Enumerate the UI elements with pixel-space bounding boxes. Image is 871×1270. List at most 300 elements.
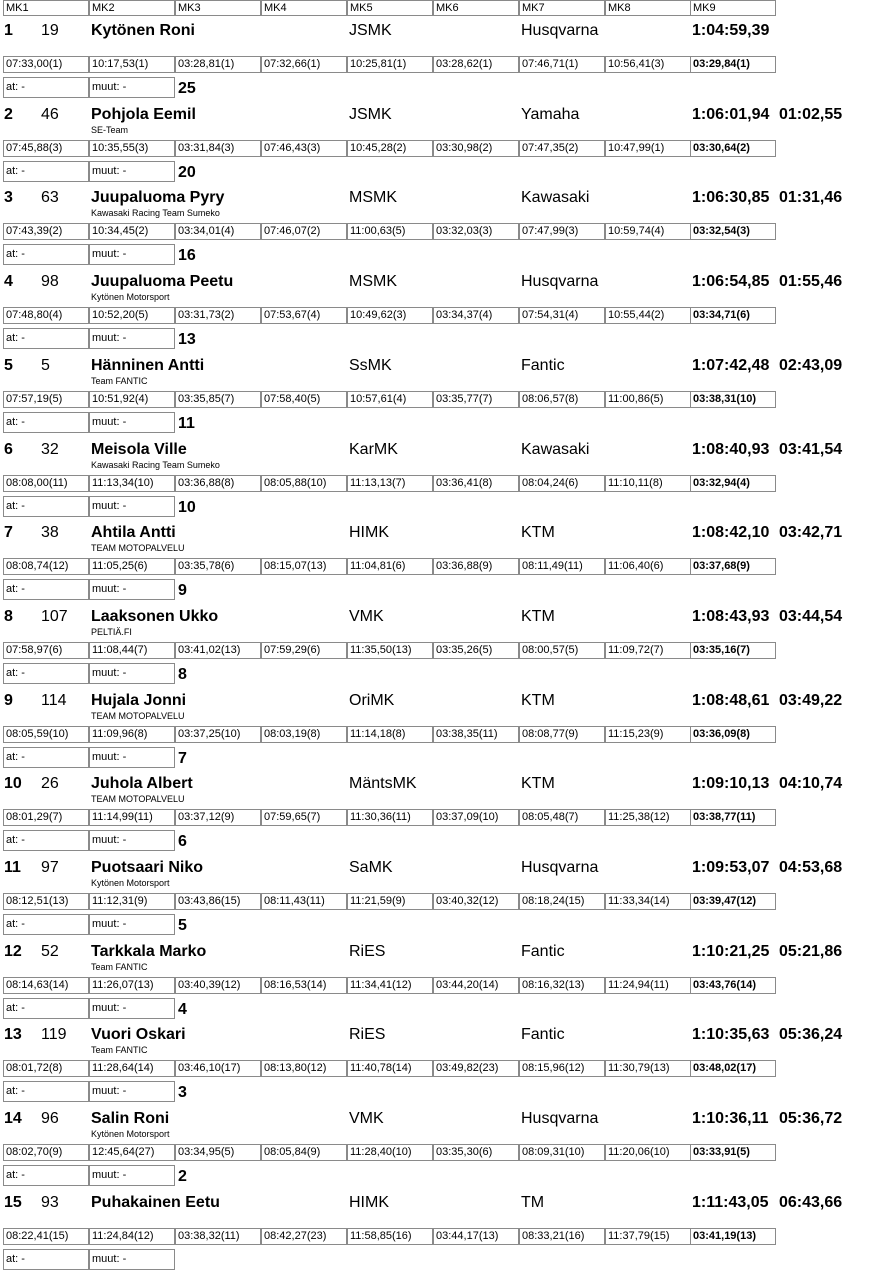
rider-points: 10	[178, 498, 196, 516]
split-time-mk8: 11:20,06(10)	[605, 1144, 691, 1161]
split-time-mk2: 11:14,99(11)	[89, 809, 175, 826]
rider-team: Team FANTIC	[91, 961, 148, 972]
column-header-mk9: MK9	[690, 0, 776, 16]
rider-points: 2	[178, 1168, 187, 1186]
split-time-mk4: 08:11,43(11)	[261, 893, 347, 910]
split-time-mk5: 11:30,36(11)	[347, 809, 433, 826]
split-time-mk4: 07:32,66(1)	[261, 56, 347, 73]
rider-number: 32	[41, 440, 59, 458]
split-time-mk3: 03:35,85(7)	[175, 391, 261, 408]
rider-gap: 03:42,71	[779, 524, 843, 542]
rider-club: HIMK	[349, 1193, 389, 1211]
rider-club: OriMK	[349, 691, 395, 709]
split-time-mk4: 07:59,29(6)	[261, 642, 347, 659]
split-time-mk5: 11:04,81(6)	[347, 558, 433, 575]
rider-bike: Fantic	[521, 1026, 565, 1044]
split-time-mk7: 08:18,24(15)	[519, 893, 605, 910]
split-time-mk7: 07:47,35(2)	[519, 140, 605, 157]
rider-position: 12	[4, 942, 22, 960]
split-time-mk7: 07:54,31(4)	[519, 307, 605, 324]
split-time-mk8: 11:24,94(11)	[605, 977, 691, 994]
split-time-mk1: 08:14,63(14)	[3, 977, 89, 994]
rider-number: 98	[41, 273, 59, 291]
split-time-mk8: 11:33,34(14)	[605, 893, 691, 910]
split-time-mk9: 03:41,19(13)	[690, 1228, 776, 1245]
split-time-mk4: 08:16,53(14)	[261, 977, 347, 994]
split-time-mk6: 03:35,30(6)	[433, 1144, 519, 1161]
rider-points: 16	[178, 247, 196, 265]
rider-gap: 01:02,55	[779, 105, 843, 123]
split-time-mk1: 07:48,80(4)	[3, 307, 89, 324]
split-time-mk1: 08:01,72(8)	[3, 1060, 89, 1077]
rider-total-time: 1:11:43,05	[692, 1193, 769, 1211]
rider-name: Hujala Jonni	[91, 691, 187, 709]
split-time-mk4: 07:58,40(5)	[261, 391, 347, 408]
rider-bike: Kawasaki	[521, 189, 590, 207]
rider-number: 93	[41, 1193, 59, 1211]
rider-total-time: 1:08:48,61	[692, 691, 770, 709]
split-time-mk8: 11:15,23(9)	[605, 726, 691, 743]
split-time-mk8: 11:06,40(6)	[605, 558, 691, 575]
muut-value: muut: -	[89, 998, 175, 1019]
rider-bike: KTM	[521, 524, 555, 542]
rider-club: VMK	[349, 607, 384, 625]
split-time-mk3: 03:36,88(8)	[175, 475, 261, 492]
split-time-mk6: 03:36,88(9)	[433, 558, 519, 575]
muut-value: muut: -	[89, 747, 175, 768]
rider-total-time: 1:09:10,13	[692, 775, 770, 793]
rider-position: 6	[4, 440, 13, 458]
at-value: at: -	[3, 1081, 89, 1102]
rider-gap: 03:44,54	[779, 607, 843, 625]
split-time-mk6: 03:38,35(11)	[433, 726, 519, 743]
rider-number: 5	[41, 356, 50, 374]
rider-club: MSMK	[349, 189, 397, 207]
rider-team: Kawasaki Racing Team Sumeko	[91, 208, 220, 219]
rider-points: 7	[178, 749, 187, 767]
rider-club: SaMK	[349, 859, 393, 876]
rider-team: SE-Team	[91, 124, 129, 135]
split-time-mk1: 07:58,97(6)	[3, 642, 89, 659]
rider-bike: Husqvarna	[521, 273, 599, 291]
muut-value: muut: -	[89, 830, 175, 851]
rider-name: Laaksonen Ukko	[91, 607, 219, 625]
column-header-mk4: MK4	[261, 0, 347, 16]
rider-bike: Fantic	[521, 942, 565, 960]
split-time-mk6: 03:34,37(4)	[433, 307, 519, 324]
split-time-mk7: 07:47,99(3)	[519, 223, 605, 240]
split-time-mk6: 03:37,09(10)	[433, 809, 519, 826]
column-header-mk2: MK2	[89, 0, 175, 16]
split-time-mk6: 03:44,20(14)	[433, 977, 519, 994]
split-time-mk4: 08:15,07(13)	[261, 558, 347, 575]
split-time-mk4: 08:05,88(10)	[261, 475, 347, 492]
split-time-mk5: 11:58,85(16)	[347, 1228, 433, 1245]
split-time-mk1: 08:12,51(13)	[3, 893, 89, 910]
rider-points: 6	[178, 833, 187, 851]
rider-bike: KTM	[521, 607, 555, 625]
rider-position: 4	[4, 273, 13, 291]
rider-position: 13	[4, 1026, 22, 1044]
at-value: at: -	[3, 579, 89, 600]
muut-value: muut: -	[89, 161, 175, 182]
rider-number: 26	[41, 775, 59, 793]
split-time-mk7: 08:06,57(8)	[519, 391, 605, 408]
rider-name: Pohjola Eemil	[91, 105, 196, 123]
split-time-mk5: 10:45,28(2)	[347, 140, 433, 157]
split-time-mk9: 03:43,76(14)	[690, 977, 776, 994]
split-time-mk3: 03:41,02(13)	[175, 642, 261, 659]
split-time-mk5: 10:49,62(3)	[347, 307, 433, 324]
rider-bike: Husqvarna	[521, 859, 599, 876]
split-time-mk1: 07:43,39(2)	[3, 223, 89, 240]
split-time-mk3: 03:31,84(3)	[175, 140, 261, 157]
rider-position: 10	[4, 775, 22, 793]
split-time-mk4: 07:46,07(2)	[261, 223, 347, 240]
rider-bike: Husqvarna	[521, 22, 599, 39]
split-time-mk6: 03:35,77(7)	[433, 391, 519, 408]
at-value: at: -	[3, 1165, 89, 1186]
rider-position: 8	[4, 607, 13, 625]
split-time-mk4: 07:46,43(3)	[261, 140, 347, 157]
split-time-mk8: 10:56,41(3)	[605, 56, 691, 73]
split-time-mk1: 08:02,70(9)	[3, 1144, 89, 1161]
rider-bike: Yamaha	[521, 105, 580, 123]
split-time-mk7: 07:46,71(1)	[519, 56, 605, 73]
rider-gap: 02:43,09	[779, 356, 843, 374]
split-time-mk2: 10:34,45(2)	[89, 223, 175, 240]
split-time-mk1: 08:22,41(15)	[3, 1228, 89, 1245]
split-time-mk6: 03:40,32(12)	[433, 893, 519, 910]
split-time-mk2: 12:45,64(27)	[89, 1144, 175, 1161]
split-time-mk5: 11:35,50(13)	[347, 642, 433, 659]
split-time-mk2: 11:28,64(14)	[89, 1060, 175, 1077]
split-time-mk1: 08:08,00(11)	[3, 475, 89, 492]
split-time-mk6: 03:30,98(2)	[433, 140, 519, 157]
at-value: at: -	[3, 244, 89, 265]
rider-club: SsMK	[349, 356, 392, 374]
rider-points: 11	[178, 414, 195, 432]
rider-total-time: 1:08:43,93	[692, 607, 770, 625]
split-time-mk2: 11:08,44(7)	[89, 642, 175, 659]
rider-bike: Fantic	[521, 356, 565, 374]
split-time-mk2: 10:52,20(5)	[89, 307, 175, 324]
muut-value: muut: -	[89, 1165, 175, 1186]
split-time-mk8: 11:00,86(5)	[605, 391, 691, 408]
rider-number: 119	[41, 1026, 67, 1044]
split-time-mk9: 03:35,16(7)	[690, 642, 776, 659]
rider-bike: Kawasaki	[521, 440, 590, 458]
split-time-mk6: 03:35,26(5)	[433, 642, 519, 659]
split-time-mk8: 11:25,38(12)	[605, 809, 691, 826]
split-time-mk4: 07:53,67(4)	[261, 307, 347, 324]
rider-total-time: 1:09:53,07	[692, 859, 770, 876]
rider-total-time: 1:06:01,94	[692, 105, 770, 123]
at-value: at: -	[3, 161, 89, 182]
rider-position: 15	[4, 1193, 22, 1211]
rider-points: 5	[178, 917, 187, 934]
split-time-mk2: 11:24,84(12)	[89, 1228, 175, 1245]
rider-position: 5	[4, 356, 13, 374]
rider-bike: KTM	[521, 775, 555, 793]
at-value: at: -	[3, 496, 89, 517]
rider-club: MSMK	[349, 273, 397, 291]
rider-gap: 04:10,74	[779, 775, 843, 793]
rider-club: KarMK	[349, 440, 398, 458]
rider-club: RiES	[349, 942, 386, 960]
split-time-mk7: 08:33,21(16)	[519, 1228, 605, 1245]
split-time-mk7: 08:09,31(10)	[519, 1144, 605, 1161]
split-time-mk5: 11:21,59(9)	[347, 893, 433, 910]
rider-points: 25	[178, 80, 196, 97]
split-time-mk5: 10:25,81(1)	[347, 56, 433, 73]
split-time-mk9: 03:32,94(4)	[690, 475, 776, 492]
rider-total-time: 1:04:59,39	[692, 22, 770, 39]
rider-points: 3	[178, 1084, 187, 1102]
rider-name: Ahtila Antti	[91, 524, 176, 542]
split-time-mk1: 07:57,19(5)	[3, 391, 89, 408]
split-time-mk2: 11:09,96(8)	[89, 726, 175, 743]
rider-number: 38	[41, 524, 59, 542]
muut-value: muut: -	[89, 328, 175, 349]
split-time-mk4: 08:05,84(9)	[261, 1144, 347, 1161]
split-time-mk3: 03:38,32(11)	[175, 1228, 261, 1245]
muut-value: muut: -	[89, 244, 175, 265]
at-value: at: -	[3, 914, 89, 935]
rider-team: Kytönen Motorsport	[91, 292, 170, 303]
split-time-mk5: 11:13,13(7)	[347, 475, 433, 492]
at-value: at: -	[3, 747, 89, 768]
split-time-mk9: 03:30,64(2)	[690, 140, 776, 157]
muut-value: muut: -	[89, 663, 175, 684]
split-time-mk7: 08:08,77(9)	[519, 726, 605, 743]
rider-team: Kytönen Motorsport	[91, 1129, 170, 1140]
rider-total-time: 1:08:42,10	[692, 524, 770, 542]
at-value: at: -	[3, 830, 89, 851]
rider-number: 97	[41, 859, 59, 876]
rider-position: 7	[4, 524, 13, 542]
split-time-mk4: 08:42,27(23)	[261, 1228, 347, 1245]
split-time-mk1: 07:33,00(1)	[3, 56, 89, 73]
split-time-mk5: 11:28,40(10)	[347, 1144, 433, 1161]
split-time-mk1: 07:45,88(3)	[3, 140, 89, 157]
rider-team: Team FANTIC	[91, 1045, 148, 1056]
rider-team: TEAM MOTOPALVELU	[91, 543, 185, 554]
split-time-mk2: 10:35,55(3)	[89, 140, 175, 157]
split-time-mk4: 08:13,80(12)	[261, 1060, 347, 1077]
split-time-mk9: 03:38,31(10)	[690, 391, 776, 408]
rider-name: Kytönen Roni	[91, 22, 195, 39]
rider-name: Vuori Oskari	[91, 1026, 186, 1044]
rider-gap: 03:41,54	[779, 440, 843, 458]
rider-total-time: 1:10:21,25	[692, 942, 770, 960]
split-time-mk3: 03:46,10(17)	[175, 1060, 261, 1077]
rider-name: Puhakainen Eetu	[91, 1193, 220, 1211]
rider-points: 8	[178, 665, 187, 683]
rider-club: VMK	[349, 1110, 384, 1128]
rider-number: 107	[41, 607, 68, 625]
rider-team: TEAM MOTOPALVELU	[91, 710, 185, 721]
split-time-mk7: 08:15,96(12)	[519, 1060, 605, 1077]
muut-value: muut: -	[89, 412, 175, 433]
split-time-mk6: 03:49,82(23)	[433, 1060, 519, 1077]
split-time-mk3: 03:37,25(10)	[175, 726, 261, 743]
rider-gap: 01:31,46	[779, 189, 843, 207]
rider-name: Tarkkala Marko	[91, 942, 207, 960]
split-time-mk8: 11:37,79(15)	[605, 1228, 691, 1245]
split-time-mk7: 08:04,24(6)	[519, 475, 605, 492]
rider-gap: 03:49,22	[779, 691, 843, 709]
split-time-mk7: 08:16,32(13)	[519, 977, 605, 994]
rider-name: Juupaluoma Peetu	[91, 273, 234, 291]
split-time-mk5: 10:57,61(4)	[347, 391, 433, 408]
split-time-mk3: 03:40,39(12)	[175, 977, 261, 994]
split-time-mk6: 03:32,03(3)	[433, 223, 519, 240]
rider-position: 9	[4, 691, 13, 709]
split-time-mk2: 10:51,92(4)	[89, 391, 175, 408]
split-time-mk5: 11:00,63(5)	[347, 223, 433, 240]
muut-value: muut: -	[89, 1081, 175, 1102]
muut-value: muut: -	[89, 77, 175, 98]
rider-gap: 05:36,24	[779, 1026, 843, 1044]
rider-total-time: 1:07:42,48	[692, 356, 770, 374]
rider-team: Kawasaki Racing Team Sumeko	[91, 459, 220, 470]
split-time-mk5: 11:40,78(14)	[347, 1060, 433, 1077]
split-time-mk5: 11:14,18(8)	[347, 726, 433, 743]
column-header-mk1: MK1	[3, 0, 89, 16]
rider-bike: KTM	[521, 691, 555, 709]
rider-name: Salin Roni	[91, 1110, 170, 1128]
split-time-mk9: 03:32,54(3)	[690, 223, 776, 240]
split-time-mk3: 03:34,01(4)	[175, 223, 261, 240]
rider-points: 20	[178, 163, 196, 181]
rider-total-time: 1:10:36,11	[692, 1110, 769, 1128]
column-header-mk5: MK5	[347, 0, 433, 16]
rider-position: 3	[4, 189, 13, 207]
rider-number: 63	[41, 189, 59, 207]
rider-total-time: 1:10:35,63	[692, 1026, 770, 1044]
rider-team: Team FANTIC	[91, 375, 148, 386]
rider-position: 2	[4, 105, 13, 123]
column-header-mk7: MK7	[519, 0, 605, 16]
rider-total-time: 1:08:40,93	[692, 440, 770, 458]
split-time-mk8: 11:10,11(8)	[605, 475, 691, 492]
rider-points: 13	[178, 331, 196, 349]
rider-name: Meisola Ville	[91, 440, 187, 458]
rider-club: HIMK	[349, 524, 389, 542]
split-time-mk4: 08:03,19(8)	[261, 726, 347, 743]
split-time-mk3: 03:31,73(2)	[175, 307, 261, 324]
split-time-mk8: 10:55,44(2)	[605, 307, 691, 324]
split-time-mk3: 03:28,81(1)	[175, 56, 261, 73]
rider-club: JSMK	[349, 22, 392, 39]
split-time-mk8: 10:59,74(4)	[605, 223, 691, 240]
at-value: at: -	[3, 998, 89, 1019]
split-time-mk1: 08:08,74(12)	[3, 558, 89, 575]
rider-number: 46	[41, 105, 59, 123]
rider-name: Juhola Albert	[91, 775, 193, 793]
at-value: at: -	[3, 412, 89, 433]
rider-points: 4	[178, 1000, 187, 1018]
rider-position: 1	[4, 22, 13, 39]
at-value: at: -	[3, 328, 89, 349]
rider-gap: 06:43,66	[779, 1193, 843, 1211]
rider-gap: 04:53,68	[779, 859, 843, 876]
split-time-mk7: 08:00,57(5)	[519, 642, 605, 659]
split-time-mk2: 11:13,34(10)	[89, 475, 175, 492]
split-time-mk9: 03:34,71(6)	[690, 307, 776, 324]
split-time-mk6: 03:36,41(8)	[433, 475, 519, 492]
split-time-mk7: 08:05,48(7)	[519, 809, 605, 826]
rider-gap: 05:21,86	[779, 942, 843, 960]
split-time-mk1: 08:05,59(10)	[3, 726, 89, 743]
split-time-mk2: 10:17,53(1)	[89, 56, 175, 73]
rider-position: 11	[4, 859, 21, 876]
rider-total-time: 1:06:54,85	[692, 273, 770, 291]
split-time-mk3: 03:43,86(15)	[175, 893, 261, 910]
muut-value: muut: -	[89, 579, 175, 600]
rider-gap: 01:55,46	[779, 273, 843, 291]
rider-name: Hänninen Antti	[91, 356, 205, 374]
split-time-mk2: 11:12,31(9)	[89, 893, 175, 910]
split-time-mk8: 11:30,79(13)	[605, 1060, 691, 1077]
rider-bike: Husqvarna	[521, 1110, 599, 1128]
rider-number: 114	[41, 691, 67, 709]
split-time-mk6: 03:28,62(1)	[433, 56, 519, 73]
rider-number: 52	[41, 942, 59, 960]
muut-value: muut: -	[89, 914, 175, 935]
rider-name: Puotsaari Niko	[91, 859, 204, 876]
split-time-mk9: 03:37,68(9)	[690, 558, 776, 575]
rider-club: MäntsMK	[349, 775, 417, 793]
rider-total-time: 1:06:30,85	[692, 189, 770, 207]
split-time-mk2: 11:05,25(6)	[89, 558, 175, 575]
split-time-mk3: 03:37,12(9)	[175, 809, 261, 826]
split-time-mk9: 03:33,91(5)	[690, 1144, 776, 1161]
muut-value: muut: -	[89, 496, 175, 517]
split-time-mk7: 08:11,49(11)	[519, 558, 605, 575]
split-time-mk3: 03:34,95(5)	[175, 1144, 261, 1161]
split-time-mk5: 11:34,41(12)	[347, 977, 433, 994]
split-time-mk1: 08:01,29(7)	[3, 809, 89, 826]
column-header-mk3: MK3	[175, 0, 261, 16]
split-time-mk4: 07:59,65(7)	[261, 809, 347, 826]
split-time-mk3: 03:35,78(6)	[175, 558, 261, 575]
rider-name: Juupaluoma Pyry	[91, 189, 225, 207]
split-time-mk9: 03:29,84(1)	[690, 56, 776, 73]
split-time-mk9: 03:36,09(8)	[690, 726, 776, 743]
rider-club: RiES	[349, 1026, 386, 1044]
split-time-mk8: 10:47,99(1)	[605, 140, 691, 157]
column-header-mk8: MK8	[605, 0, 691, 16]
rider-gap: 05:36,72	[779, 1110, 843, 1128]
rider-team: PELTIÄ.FI	[91, 626, 132, 637]
split-time-mk9: 03:39,47(12)	[690, 893, 776, 910]
rider-position: 14	[4, 1110, 22, 1128]
rider-points: 9	[178, 582, 187, 600]
at-value: at: -	[3, 663, 89, 684]
at-value: at: -	[3, 1249, 89, 1270]
rider-number: 96	[41, 1110, 59, 1128]
split-time-mk8: 11:09,72(7)	[605, 642, 691, 659]
rider-team: TEAM MOTOPALVELU	[91, 794, 185, 805]
split-time-mk6: 03:44,17(13)	[433, 1228, 519, 1245]
rider-bike: TM	[521, 1193, 545, 1211]
column-header-mk6: MK6	[433, 0, 519, 16]
at-value: at: -	[3, 77, 89, 98]
rider-club: JSMK	[349, 105, 392, 123]
split-time-mk9: 03:48,02(17)	[690, 1060, 776, 1077]
